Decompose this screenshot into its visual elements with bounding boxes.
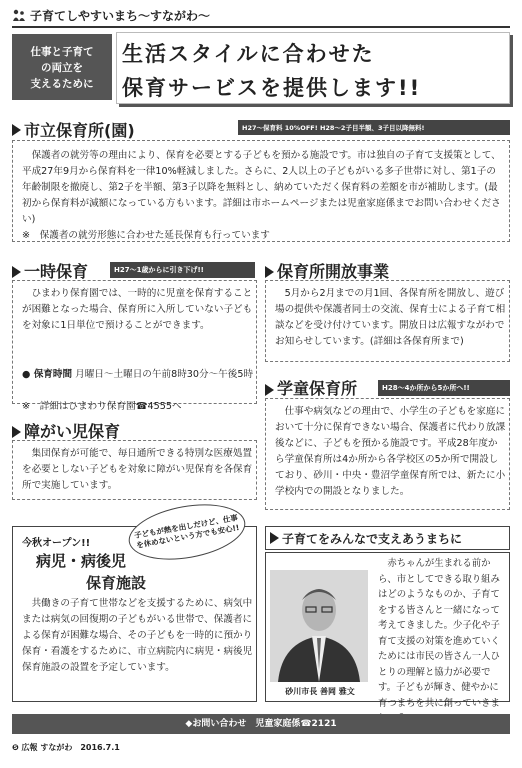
hero-title-line1: 生活スタイルに合わせた [122,42,375,66]
community-heading: 子育てをみんなで支えあうまちに [282,532,463,546]
mayor-caption: 砂川市長 善岡 雅文 [285,687,355,696]
hero-title-line2: 保育サービスを提供します!! [122,76,422,100]
mayor-photo [270,570,368,682]
header-divider [12,26,510,28]
sick-child-title-1: 病児・病後児 [36,552,127,570]
sick-child-title-2: 保育施設 [86,574,147,592]
temp-care-contact: ※ 詳細はひまわり保育園☎4555へ [22,401,182,412]
family-icon [12,8,26,22]
disability-care-body: 集団保育が可能で、毎日通所できる特別な医療処置を必要としない子どもを対象に障がい児保育を各保育所で実施しています。 [22,448,253,491]
open-nursery-body: 5月から2月までの月1回、各保育所を開放し、遊び場の提供や保護者同士の交流、保育士による子育て相談などを受け付けています。開放日は広報すながわでお知らせしています。(詳細は各保育所まで) [275,288,506,347]
sick-child-body: 共働きの子育て世帯などを支援するために、病気中または病気の回復期の子どもがいる世帯で、保護者による保育が困難な場合、その子どもを一時的に預かり保育・看護をするために、市立病院内に病児・病後児保育施設の設置を予定しています。 [22,598,253,673]
public-nursery-heading: 市立保育所(園) [24,121,135,140]
hero-badge: 仕事と子育て の両立を 支えるために [12,34,112,100]
after-school-body: 仕事や病気などの理由で、小学生の子どもを家庭において十分に保育できない場合、保護者に代わり放課後などに、子どもを預かる施設です。平成28年度から学童保育所は4か所から各学校区の5か所で開設しており、砂川・中央・豊沼学童保育所では、新たに小学校内での開設となりました。 [275,406,506,497]
public-nursery-body: 保護者の就労等の理由により、保育を必要とする子どもを預かる施設です。市は独自の子育て支援策として、平成27年9月から保育料を一律10%軽減しました。さらに、2人以上の子どもがいる多子世帯に対し、第1子の年齢制限を撤廃し、第2子を半額、第3子以降を無料とし、納めていただく保育料の差額を市が補助します。(最初から保育料が減額になっている方もいます。詳細は市ホームページまたは児童家庭係までお問い合わせください) ※ 保護者の就労形態に合わせた延長保育も行っています [22,150,501,241]
temp-care-body: ひまわり保育園では、一時的に児童を保育することが困難となった場合、保育所に入所していない子どもを対象に1日単位で預けることができます。 [22,288,253,331]
page-header-title: 子育てしやすいまち～すながわ～ [30,9,211,23]
section-arrow-icon [12,266,21,278]
community-body: 赤ちゃんが生まれる前から、市としてできる取り組みはどのようなものか、子育てをする皆さんと一緒になって考えてきました。少子化や子育て支援の対策を進めていくためには市民の皆さん一人ひとりの理解と協力が必要です。子どもが輝き、健やかに育つまちを共に創っていきま [378,558,500,709]
publication-info: ❺ 広報 すながわ 2016.7.1 [12,743,120,752]
section-arrow-icon [12,426,21,438]
contact-footer: ◆お問い合わせ 児童家庭係☎2121 [12,714,510,734]
temp-care-heading: 一時保育 [24,262,89,281]
section-arrow-icon [12,124,21,136]
open-nursery-heading: 保育所開放事業 [277,262,390,281]
hours-value: 月曜日～土曜日の午前8時30分～午後5時 [75,369,254,380]
disability-care-heading: 障がい児保育 [24,422,121,441]
after-school-heading: 学童保育所 [277,379,358,398]
public-nursery-highlight-bar: H27～保育料 10%OFF! H28～2子目半額、3子目以降無料! [238,120,510,135]
section-arrow-icon [265,384,274,396]
temp-care-highlight-bar: H27～1歳からに引き下げ!! [110,262,255,278]
section-arrow-icon [270,532,279,544]
speech-bubble: 子どもが熱を出しだけど、仕事を休めないという方でも安心!! [124,496,249,568]
hours-label: ● 保育時間 [22,369,73,380]
after-school-highlight-bar: H28～4か所から5か所へ!! [378,380,510,396]
opening-notice: 今秋オープン!! [22,538,91,549]
section-arrow-icon [265,266,274,278]
